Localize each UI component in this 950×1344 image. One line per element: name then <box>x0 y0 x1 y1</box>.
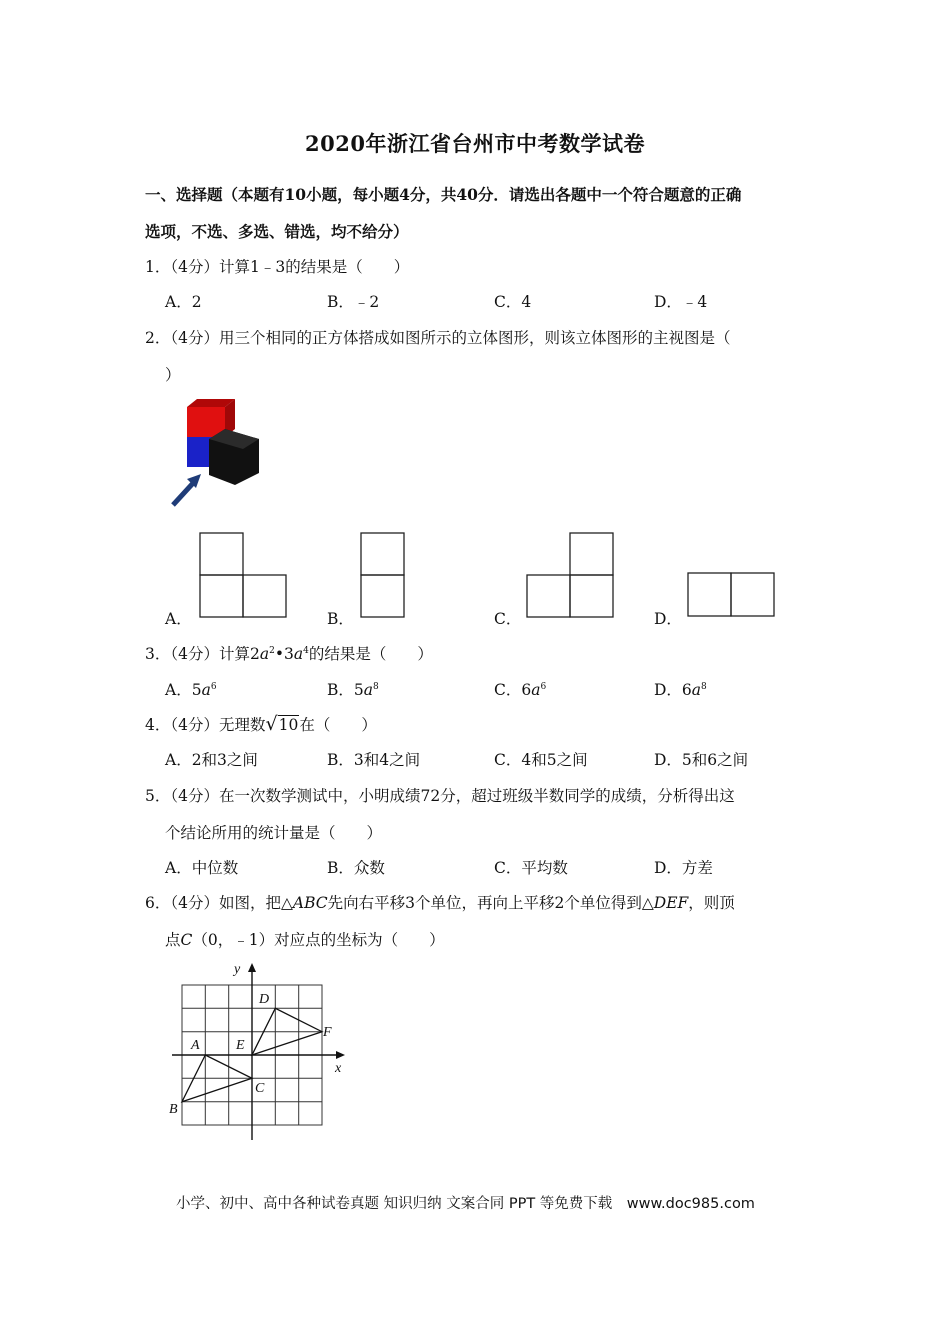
q3-stem-mid: •3 <box>274 645 294 663</box>
q3-stem-prefix: 3．（4分）计算2 <box>145 645 260 663</box>
q3-d-var: a <box>691 681 702 699</box>
q1-option-a: A．2 <box>165 293 202 311</box>
q3-a-var: a <box>201 681 211 699</box>
q6-l1-a: 6．（4分）如图，把△ <box>145 894 293 912</box>
q2-option-c: C． <box>494 610 522 628</box>
q6-l2-a: 点 <box>165 931 181 949</box>
question-4-stem <box>145 713 377 735</box>
q6-def: DEF <box>653 894 689 912</box>
q3-option-c <box>494 678 546 700</box>
q4-stem-prefix: 4．（4分）无理数 <box>145 716 266 734</box>
q4-option-d: D．5和6之间 <box>654 751 749 769</box>
label-x: x <box>335 1061 342 1076</box>
label-b: B <box>169 1102 178 1117</box>
q2-option-a: A． <box>165 610 192 628</box>
q6-l1-b: 先向右平移3个单位，再向上平移2个单位得到△ <box>327 894 654 912</box>
label-a: A <box>191 1038 200 1053</box>
q5-option-b: B．众数 <box>327 859 385 877</box>
q4-option-b: B．3和4之间 <box>327 751 421 769</box>
section-heading-line1: 一、选择题（本题有10小题，每小题4分，共40分．请选出各题中一个符合题意的正确 <box>145 185 742 204</box>
page-title: 2020年浙江省台州市中考数学试卷 <box>305 131 645 156</box>
section-heading-line2: 选项，不选、多选、错选，均不给分） <box>145 222 409 241</box>
page-footer: 小学、初中、高中各种试卷真题 知识归纳 文案合同 PPT 等免费下载 www.doc985.com <box>176 1196 755 1212</box>
question-5-stem-line2: 个结论所用的统计量是（ ） <box>165 824 383 842</box>
q3-option-b <box>327 678 379 700</box>
q3-var-a2: a <box>293 645 304 663</box>
q2-option-b-figure <box>360 532 406 618</box>
q3-c-label: C．6 <box>494 681 532 699</box>
coordinate-grid-figure <box>165 960 355 1145</box>
label-d: D <box>259 992 270 1007</box>
q4-radicand: 10 <box>278 716 299 734</box>
q1-option-c: C．4 <box>494 293 532 311</box>
view-arrow <box>173 481 195 505</box>
q3-b-label: B．5 <box>327 681 364 699</box>
q3-d-label: D．6 <box>654 681 692 699</box>
q6-l1-c: ，则顶 <box>688 894 735 912</box>
q3-var-a1: a <box>259 645 270 663</box>
label-y: y <box>234 962 241 977</box>
q3-c-sup: 6 <box>540 681 547 692</box>
cube-red-front <box>187 407 225 437</box>
q4-stem-suffix: 在（ ） <box>299 716 377 734</box>
q2-option-a-figure <box>199 532 287 618</box>
question-6-stem-line2 <box>165 928 445 950</box>
q3-d-sup: 8 <box>701 681 707 692</box>
q6-c: C <box>180 931 193 949</box>
q3-a-sup: 6 <box>210 681 217 692</box>
q3-stem-suffix: 的结果是（ ） <box>308 645 433 663</box>
q3-b-sup: 8 <box>373 681 379 692</box>
q6-l2-b: （0，﹣1）对应点的坐标为（ ） <box>192 931 445 949</box>
q5-option-d: D．方差 <box>654 859 713 877</box>
q6-abc: ABC <box>292 894 328 912</box>
q3-option-a <box>165 678 217 700</box>
q1-option-b: B．﹣2 <box>327 293 380 311</box>
label-f: F <box>323 1025 332 1040</box>
q3-b-var: a <box>363 681 374 699</box>
question-2-stem-line2: ） <box>165 366 181 384</box>
q4-option-a: A．2和3之间 <box>165 751 258 769</box>
cube-figure <box>165 395 270 510</box>
y-axis-arrow <box>248 963 256 972</box>
q5-option-a: A．中位数 <box>165 859 239 877</box>
question-2-stem-line1: 2．（4分）用三个相同的正方体搭成如图所示的立体图形，则该立体图形的主视图是（ <box>145 329 731 347</box>
label-e: E <box>236 1038 245 1053</box>
question-6-stem-line1 <box>145 891 735 913</box>
q3-exp1: 2 <box>269 645 275 656</box>
question-3-stem <box>145 642 433 664</box>
q2-option-c-figure <box>526 532 614 618</box>
question-5-stem-line1: 5．（4分）在一次数学测试中，小明成绩72分，超过班级半数同学的成绩，分析得出这 <box>145 787 735 805</box>
q3-option-d <box>654 678 707 700</box>
q1-option-d: D．﹣4 <box>654 293 708 311</box>
q2-option-b: B． <box>327 610 354 628</box>
q3-exp2: 4 <box>303 645 309 656</box>
q5-option-c: C．平均数 <box>494 859 568 877</box>
q3-a-label: A．5 <box>165 681 202 699</box>
q2-option-d: D． <box>654 610 682 628</box>
sqrt-sign-icon: √ <box>265 713 278 735</box>
q4-option-c: C．4和5之间 <box>494 751 588 769</box>
x-axis-arrow <box>336 1051 345 1059</box>
question-1-stem: 1．（4分）计算1﹣3的结果是（ ） <box>145 258 410 276</box>
q2-option-d-figure <box>687 572 775 618</box>
label-c: C <box>255 1081 265 1096</box>
q3-c-var: a <box>531 681 541 699</box>
